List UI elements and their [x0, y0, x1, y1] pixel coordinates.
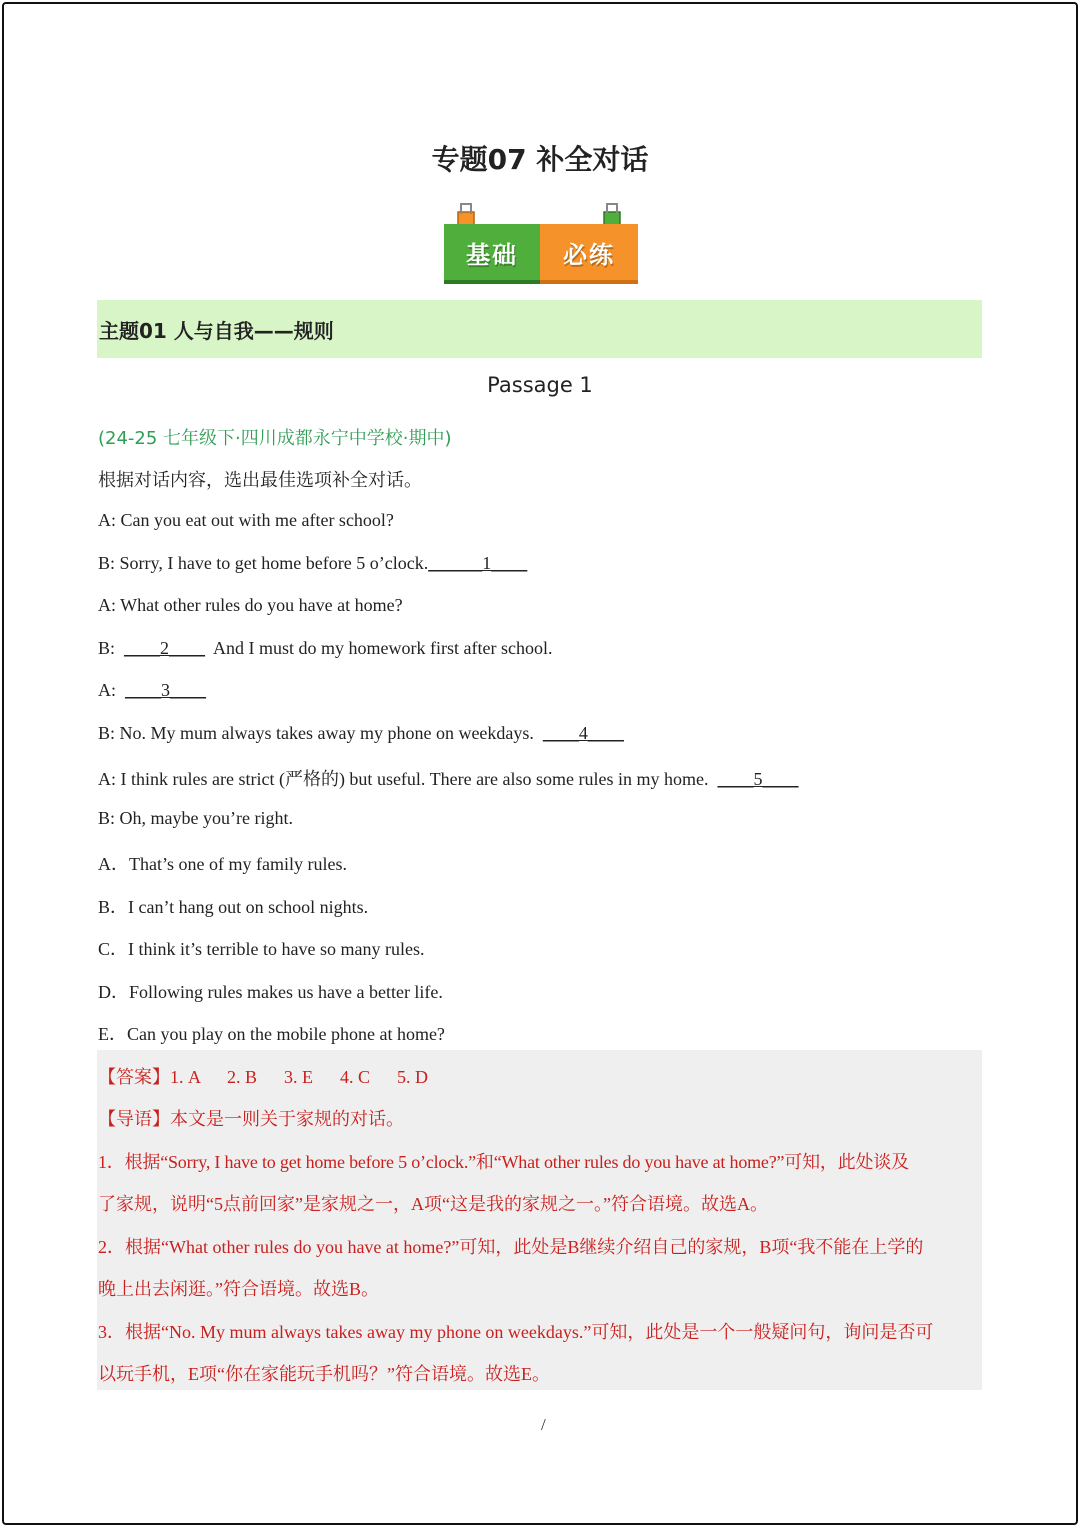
explanation-1: 1．根据“Sorry, I have to get home before 5 o’clock.”和“What other rules do you have at home?”可知，此处谈及 — [98, 1152, 909, 1172]
option-d: D．Following rules makes us have a better life. — [98, 982, 443, 1002]
topic-bar — [97, 300, 982, 358]
option-a: A．That’s one of my family rules. — [98, 854, 347, 874]
dialogue-text: A: — [98, 680, 125, 700]
explanation-1-cont: 了家规，说明“5点前回家”是家规之一，A项“这是我的家规之一。”符合语境。故选A。 — [98, 1194, 768, 1214]
explanation-3: 3．根据“No. My mum always takes away my phone on weekdays.”可知，此处是一个一般疑问句，询问是否可 — [98, 1322, 934, 1342]
dialogue-line: B: Oh, maybe you’re right. — [98, 808, 293, 828]
dialogue-line — [98, 638, 552, 659]
explanation-3-cont: 以玩手机，E项“你在家能玩手机吗？”符合语境。故选E。 — [98, 1364, 550, 1384]
dialogue-text: And I must do my homework first after school. — [205, 638, 553, 658]
dialogue-line — [98, 765, 799, 791]
dialogue-text: B: — [98, 638, 125, 658]
source-line: (24-25 七年级下·四川成都永宁中学校·期中) — [98, 428, 452, 449]
answer-blank: ____2____ — [124, 638, 206, 658]
dialogue-line: A: What other rules do you have at home? — [98, 595, 403, 615]
answer-blank: ______1____ — [428, 553, 528, 573]
explanation-2-cont: 晚上出去闲逛。”符合语境。故选B。 — [98, 1279, 379, 1299]
dialogue-text: A: I think rules are strict (严格的) but useful. There are also some rules in my home. — [98, 769, 718, 789]
dialogue-line — [98, 553, 527, 574]
dialogue-text: B: Sorry, I have to get home before 5 o’clock. — [98, 553, 429, 573]
dialogue-line — [98, 680, 206, 701]
basic-practice-badge — [444, 200, 638, 282]
answer-guide: 【导语】本文是一则关于家规的对话。 — [98, 1109, 404, 1129]
answer-blank: ____3____ — [125, 680, 206, 700]
dialogue-line: A: Can you eat out with me after school? — [98, 510, 394, 530]
option-c: C．I think it’s terrible to have so many rules. — [98, 939, 425, 959]
answer-blank: ____4____ — [542, 723, 624, 743]
option-b: B．I can’t hang out on school nights. — [98, 897, 369, 917]
topic-title: 主题01 人与自我——规则 — [99, 319, 334, 343]
page-title: 专题07 补全对话 — [431, 143, 649, 176]
badge-right-label: 必练 — [563, 240, 615, 269]
answer-key: 【答案】1. A 2. B 3. E 4. C 5. D — [98, 1067, 429, 1087]
instruction: 根据对话内容，选出最佳选项补全对话。 — [98, 470, 422, 491]
dialogue-text: B: No. My mum always takes away my phone on weekdays. — [98, 723, 543, 743]
badge-right — [540, 224, 638, 284]
answer-blank: ____5____ — [717, 769, 799, 789]
page-number: / — [541, 1415, 546, 1434]
badge-left-label: 基础 — [466, 240, 518, 269]
explanation-2: 2．根据“What other rules do you have at home?”可知，此处是B继续介绍自己的家规，B项“我不能在上学的 — [98, 1237, 924, 1257]
dialogue-line — [98, 723, 624, 744]
option-e: E．Can you play on the mobile phone at home? — [98, 1024, 445, 1044]
passage-title: Passage 1 — [487, 373, 593, 397]
badge-left — [444, 224, 540, 284]
